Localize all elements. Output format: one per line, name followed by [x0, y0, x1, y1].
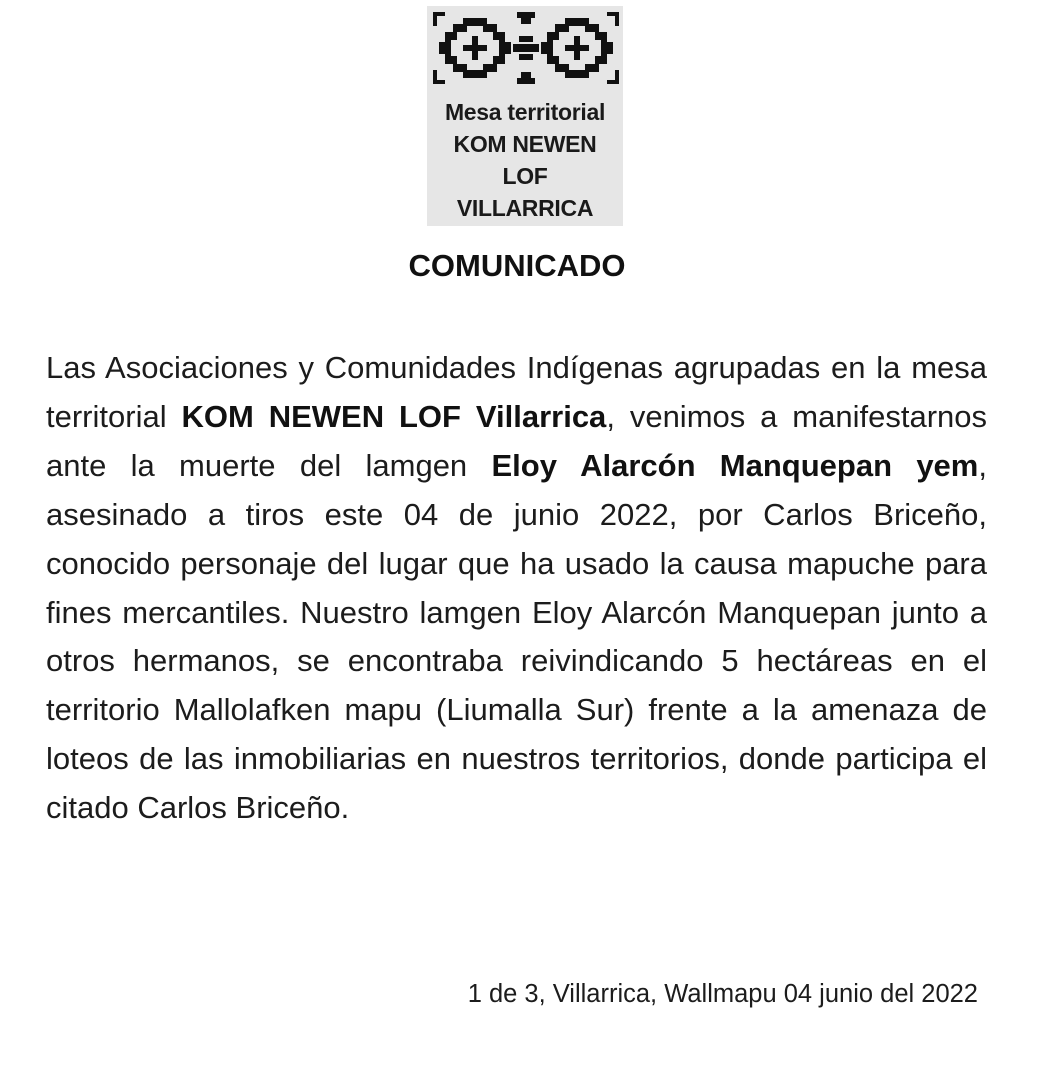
- organization-name: KOM NEWEN LOF Villarrica: [181, 398, 607, 434]
- paragraph-text: Las Asociaciones y Comunidades Indígenas agrupadas en la mesa territorial: [46, 350, 987, 434]
- mapuche-pattern-icon: [433, 10, 619, 86]
- statement-paragraph: [46, 344, 987, 833]
- victim-name: Eloy Alarcón Manquepan yem: [491, 447, 979, 483]
- page-date-footer: 1 de 3, Villarrica, Wallmapu 04 junio del 2022: [467, 980, 978, 1008]
- logo-caption: [427, 96, 623, 224]
- paragraph-text: , venimos a manifestarnos ante la muerte del lamgen: [46, 398, 988, 483]
- document-title: COMUNICADO: [408, 248, 626, 283]
- paragraph-text: , asesinado a tiros este 04 de junio 2022, por Carlos Briceño, conocido personaje del lugar que ha usado la causa mapuche para fines mercantiles. Nuestro lamgen Eloy Alarcón Manquepan junto a otros hermanos, se encontraba reivindicando 5 hectáreas en el territorio Mallolafken mapu (Liumalla Sur) frente a la amenaza de loteos de las inmobiliarias en nuestros territorios, donde participa el citado Carlos Briceño.: [46, 447, 987, 826]
- logo-line: Mesa territorial: [444, 99, 606, 125]
- logo-line: LOF: [502, 163, 548, 189]
- organization-logo: [427, 6, 623, 226]
- logo-line: KOM NEWEN: [453, 131, 597, 157]
- logo-line: VILLARRICA: [456, 195, 594, 221]
